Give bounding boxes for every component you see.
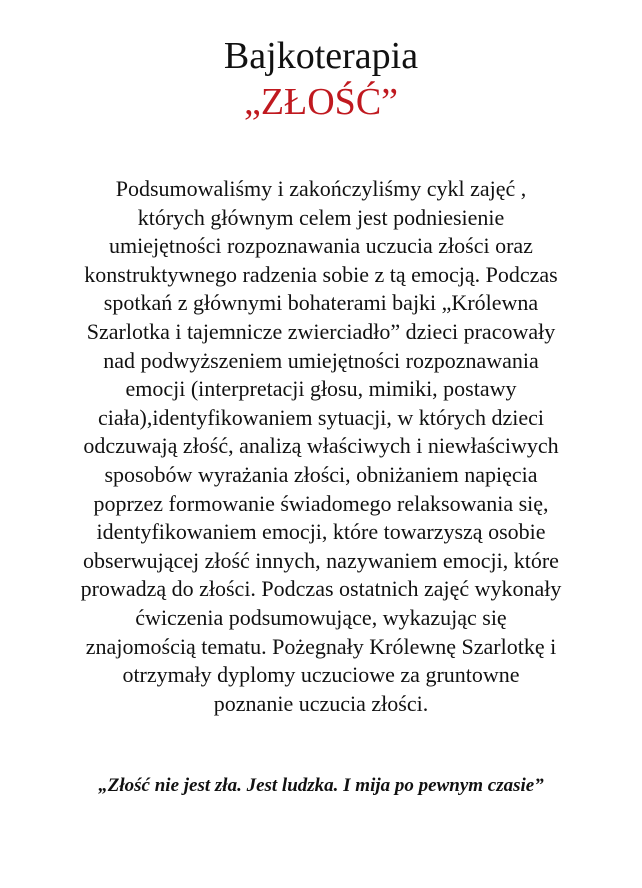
body-line: poznanie uczucia złości. <box>213 690 429 716</box>
body-line: identyfikowaniem emocji, które towarzyszą osobie <box>96 519 546 545</box>
page-title: Bajkoterapia <box>223 35 419 77</box>
body-line: umiejętności rozpoznawania uczucia złości oraz <box>109 233 533 259</box>
body-line: Podsumowaliśmy i zakończyliśmy cykl zajęć , <box>115 176 527 201</box>
body-line: znajomością tematu. Pożegnały Królewnę Szarlotkę i <box>85 633 557 659</box>
closing-quote: „Złość nie jest zła. Jest ludzka. I mija po pewnym czasie” <box>98 775 544 796</box>
body-line: poprzez formowanie świadomego relaksowania się, <box>93 490 549 516</box>
body-paragraph <box>30 175 612 718</box>
body-line: ćwiczenia podsumowujące, wykazując się <box>135 604 507 630</box>
body-line: sposobów wyrażania złości, obniżaniem napięcia <box>104 461 538 487</box>
body-line: emocji (interpretacji głosu, mimiki, postawy <box>125 376 517 402</box>
page-subtitle: „ZŁOŚĆ” <box>243 81 399 123</box>
body-line: spotkań z głównymi bohaterami bajki „Królewna <box>103 290 539 316</box>
body-line: odczuwają złość, analizą właściwych i niewłaściwych <box>83 433 559 459</box>
body-line: ciała),identyfikowaniem sytuacji, w których dzieci <box>98 404 544 430</box>
body-line: prowadzą do złości. Podczas ostatnich zajęć wykonały <box>80 576 562 602</box>
body-line: nad podwyższeniem umiejętności rozpoznawania <box>103 347 539 373</box>
body-line: których głównym celem jest podniesienie <box>137 204 505 230</box>
body-line: otrzymały dyplomy uczuciowe za gruntowne <box>122 662 520 688</box>
body-line: obserwującej złość innych, nazywaniem emocji, które <box>83 547 559 573</box>
body-line: konstruktywnego radzenia sobie z tą emocją. Podczas <box>84 261 558 287</box>
body-line: Szarlotka i tajemnicze zwierciadło” dzieci pracowały <box>86 318 556 344</box>
